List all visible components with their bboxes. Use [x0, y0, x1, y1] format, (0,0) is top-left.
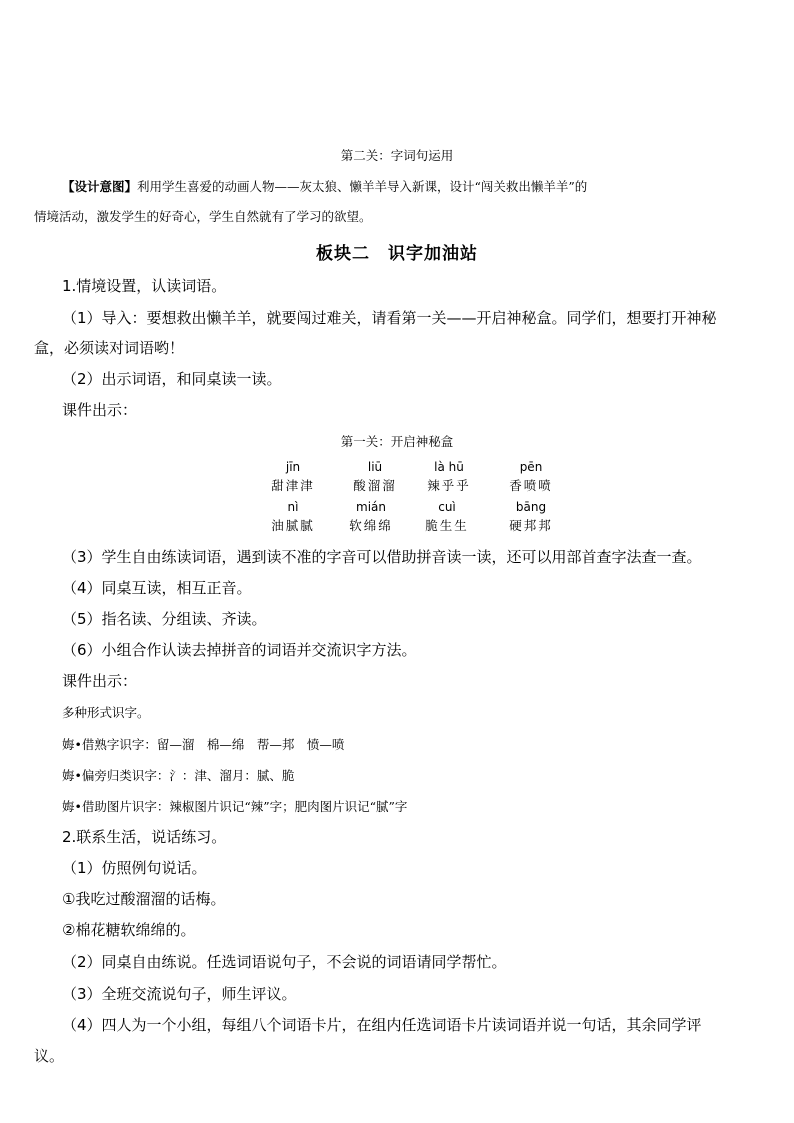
vocab-word: 硬邦邦 [509, 518, 553, 533]
design-intent-label: 【设计意图】 [62, 179, 138, 194]
step1-item1-line2: 盒，必须读对词语哟！ [34, 339, 185, 357]
step1-item6: （6）小组合作认读去掉拼音的词语并交流识字方法。 [62, 641, 417, 659]
method-2: 娒•偏旁归类识字：氵：津、溜月：腻、脆 [62, 768, 295, 783]
vocab-word: 甜津津 [271, 478, 315, 493]
vocab-pinyin: là hū [434, 460, 464, 474]
step2-example2: ②棉花糖软绵绵的。 [62, 921, 196, 939]
step1-item4: （4）同桌互读，相互正音。 [62, 579, 252, 597]
step1-title: 1.情境设置，认读词语。 [62, 277, 227, 295]
step2-title: 2.联系生活，说话练习。 [62, 828, 227, 846]
step2-item2: （2）同桌自由练说。任选词语说句子，不会说的词语请同学帮忙。 [62, 953, 507, 971]
vocab-item [496, 500, 566, 534]
vocab-word: 软绵绵 [349, 518, 393, 533]
section-heading: 板块二 识字加油站 [316, 244, 478, 264]
vocab-word: 脆生生 [425, 518, 469, 533]
step1-item1-line1: （1）导入：要想救出懒羊羊，就要闯过难关，请看第一关——开启神秘盒。同学们，想要打开神秘 [62, 309, 717, 327]
vocab-item [414, 460, 484, 494]
vocab-item [258, 500, 328, 534]
vocab-item [340, 460, 410, 494]
vocab-item [496, 460, 566, 494]
step2-item4-line1: （4）四人为一个小组，每组八个词语卡片，在组内任选词语卡片读词语并说一句话，其余同学评 [62, 1016, 702, 1034]
step2-item4-line2: 议。 [34, 1047, 65, 1065]
vocab-item [258, 460, 328, 494]
design-intent-line-2: 情境活动，激发学生的好奇心，学生自然就有了学习的欲望。 [34, 209, 372, 224]
vocab-word: 香喷喷 [509, 478, 553, 493]
methods-title: 多种形式识字。 [62, 705, 150, 720]
vocab-item [412, 500, 482, 534]
vocab-pinyin: liū [367, 460, 383, 474]
stage-title: 第二关：字词句运用 [340, 148, 454, 163]
vocab-pinyin: nì [287, 500, 299, 514]
step1-item5: （5）指名读、分组读、齐读。 [62, 610, 267, 628]
design-intent-line-1 [62, 177, 587, 195]
step2-item1: （1）仿照例句说话。 [62, 859, 207, 877]
method-1: 娒•借熟字识字：留—溜 棉—绵 帮—邦 愤—喷 [62, 737, 345, 752]
vocab-item [333, 500, 409, 534]
vocab-pinyin: jīn [285, 460, 301, 474]
step1-item3: （3）学生自由练读词语，遇到读不准的字音可以借助拼音读一读，还可以用部首查字法查一查。 [62, 548, 702, 566]
vocab-pinyin: mián [356, 500, 386, 514]
method-3: 娒•借助图片识字：辣椒图片识记“辣”字；肥肉图片识记“腻”字 [62, 799, 408, 814]
vocab-word: 油腻腻 [271, 518, 315, 533]
vocab-pinyin: bāng [515, 500, 547, 514]
vocab-word: 辣乎乎 [427, 478, 471, 493]
vocab-word: 酸溜溜 [353, 478, 397, 493]
courseware-label-2: 课件出示： [62, 672, 138, 690]
step2-example1: ①我吃过酸溜溜的话梅。 [62, 890, 226, 908]
step2-item3: （3）全班交流说句子，师生评议。 [62, 985, 297, 1003]
design-intent-text-1: 利用学生喜爱的动画人物——灰太狼、懒羊羊导入新课，设计“闯关救出懒羊羊”的 [137, 179, 588, 194]
courseware-label: 课件出示： [62, 401, 138, 419]
vocab-pinyin: pēn [519, 460, 543, 474]
step1-item2: （2）出示词语，和同桌读一读。 [62, 370, 282, 388]
box-title: 第一关：开启神秘盒 [340, 434, 454, 449]
vocab-pinyin: cuì [438, 500, 456, 514]
